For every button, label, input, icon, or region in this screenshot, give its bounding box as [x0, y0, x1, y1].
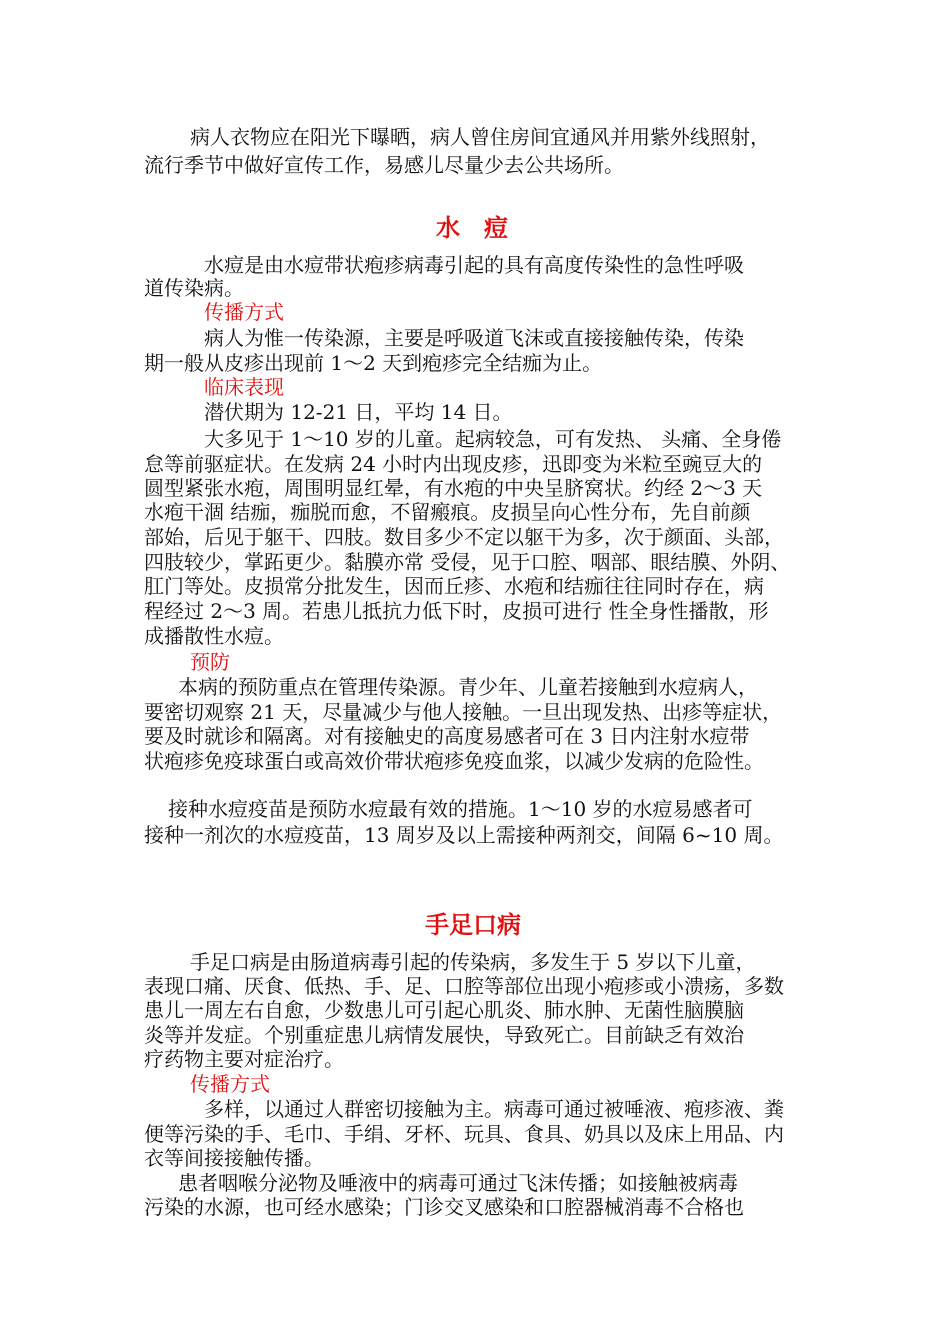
paragraph-line: 疗药物主要对症治疗。 — [144, 1047, 344, 1071]
paragraph-line: 期一般从皮疹出现前 1～2 天到疱疹完全结痂为止。 — [144, 351, 603, 375]
paragraph-line: 多样，以通过人群密切接触为主。病毒可通过被唾液、疱疹液、粪 — [204, 1097, 784, 1121]
paragraph-line: 接种一剂次的水痘疫苗，13 周岁及以上需接种两剂交，间隔 6~10 周。 — [144, 823, 784, 847]
paragraph-line: 手足口病是由肠道病毒引起的传染病，多发生于 5 岁以下儿童， — [190, 950, 756, 974]
paragraph-line: 潜伏期为 12-21 日，平均 14 日。 — [204, 400, 513, 424]
paragraph-line: 表现口痛、厌食、低热、手、足、口腔等部位出现小疱疹或小溃疡，多数 — [144, 974, 784, 998]
subheading-transmission: 传播方式 — [190, 1072, 270, 1096]
paragraph-line: 道传染病。 — [144, 276, 244, 300]
paragraph-line: 流行季节中做好宣传工作，易感儿尽量少去公共场所。 — [144, 153, 624, 177]
paragraph-line: 本病的预防重点在管理传染源。青少年、儿童若接触到水痘病人， — [178, 675, 758, 699]
paragraph-line: 要密切观察 21 天，尽量减少与他人接触。一旦出现发热、出疹等症状， — [144, 700, 783, 724]
paragraph-line: 怠等前驱症状。在发病 24 小时内出现皮疹，迅即变为米粒至豌豆大的 — [144, 452, 763, 476]
paragraph-line: 圆型紧张水疱，周围明显红晕，有水疱的中央呈脐窝状。约经 2～3 天 — [144, 476, 763, 500]
paragraph-line: 病人衣物应在阳光下曝晒，病人曾住房间宜通风并用紫外线照射， — [190, 125, 770, 149]
paragraph-line: 成播散性水痘。 — [144, 624, 284, 648]
subheading-transmission: 传播方式 — [204, 300, 284, 324]
paragraph-line: 病人为惟一传染源，主要是呼吸道飞沫或直接接触传染，传染 — [204, 326, 744, 350]
subheading-prevention: 预防 — [190, 650, 230, 674]
paragraph-line: 水痘是由水痘带状疱疹病毒引起的具有高度传染性的急性呼吸 — [204, 253, 744, 277]
paragraph-line: 患者咽喉分泌物及唾液中的病毒可通过飞沫传播；如接触被病毒 — [178, 1171, 738, 1195]
paragraph-line: 接种水痘疫苗是预防水痘最有效的措施。1～10 岁的水痘易感者可 — [168, 797, 753, 821]
paragraph-line: 要及时就诊和隔离。对有接触史的高度易感者可在 3 日内注射水痘带 — [144, 724, 750, 748]
paragraph-line: 部始，后见于躯干、四肢。数目多少不定以躯干为多，次于颜面、头部， — [144, 525, 784, 549]
paragraph-line: 四肢较少，掌跖更少。黏膜亦常 受侵，见于口腔、咽部、眼结膜、外阴、 — [144, 550, 791, 574]
subheading-clinical: 临床表现 — [204, 375, 284, 399]
paragraph-line: 程经过 2～3 周。若患儿抵抗力低下时，皮损可进行 性全身性播散，形 — [144, 599, 769, 623]
paragraph-line: 衣等间接接触传播。 — [144, 1146, 324, 1170]
paragraph-line: 状疱疹免疫球蛋白或高效价带状疱疹免疫血浆，以减少发病的危险性。 — [144, 749, 764, 773]
paragraph-line: 污染的水源，也可经水感染；门诊交叉感染和口腔器械消毒不合格也 — [144, 1195, 744, 1219]
paragraph-line: 水疱干涸 结痂，痂脱而愈，不留瘢痕。皮损呈向心性分布，先自前颜 — [144, 500, 751, 524]
section-title-chickenpox: 水 痘 — [436, 213, 508, 242]
paragraph-line: 炎等并发症。个别重症患儿病情发展快，导致死亡。目前缺乏有效治 — [144, 1023, 744, 1047]
paragraph-line: 大多见于 1～10 岁的儿童。起病较急，可有发热、 头痛、全身倦 — [204, 427, 782, 451]
section-title-hfmd: 手足口病 — [425, 910, 521, 939]
paragraph-line: 便等污染的手、毛巾、手绢、牙杯、玩具、食具、奶具以及床上用品、内 — [144, 1122, 784, 1146]
paragraph-line: 肛门等处。皮损常分批发生，因而丘疹、水疱和结痂往往同时存在，病 — [144, 574, 764, 598]
paragraph-line: 患儿一周左右自愈，少数患儿可引起心肌炎、肺水肿、无菌性脑膜脑 — [144, 998, 744, 1022]
